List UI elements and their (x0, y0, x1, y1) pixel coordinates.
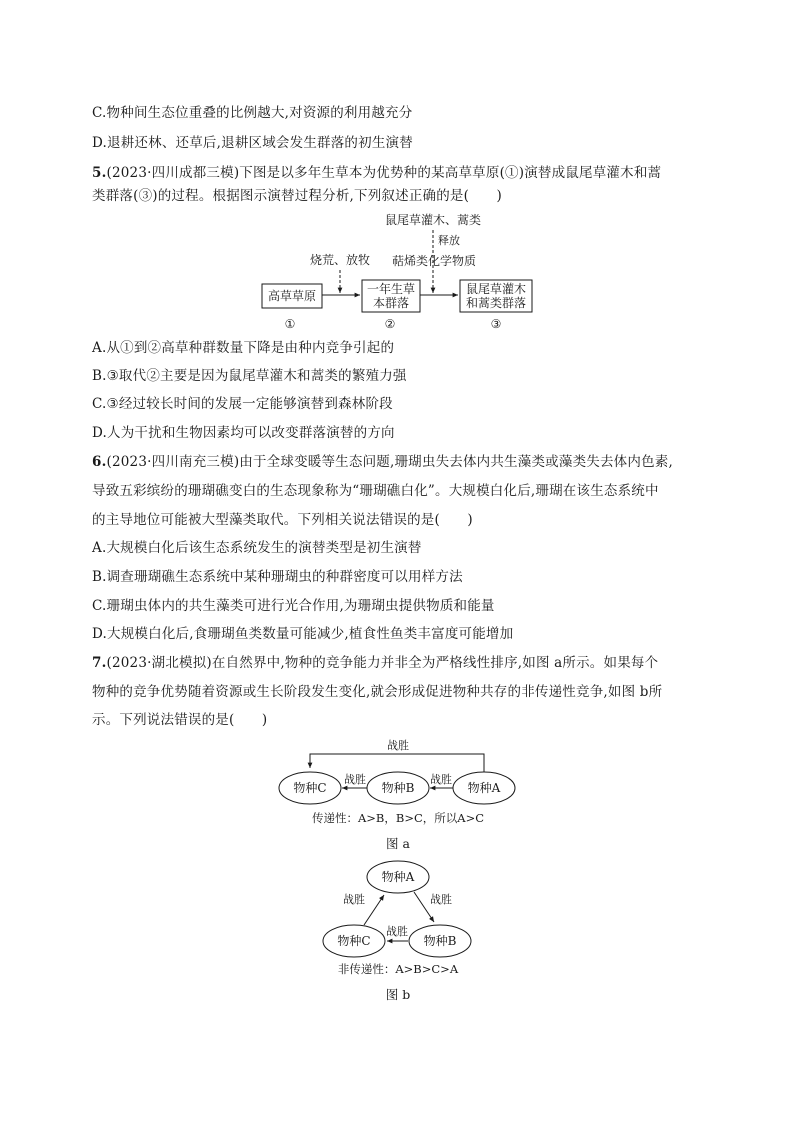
q5-release-label: 释放 (438, 234, 460, 247)
q5-option-b: B.③取代②主要是因为鼠尾草灌木和蒿类的繁殖力强 (92, 368, 407, 384)
q7-stem-line2: 物种的竞争优势随着资源或生长阶段发生变化,就会形成促进物种共存的非传递性竞争,如图 b所 (92, 684, 663, 700)
q5-mark-2: ② (384, 317, 396, 331)
q5-box-2-line1: 一年生草 (366, 282, 416, 296)
q6-stem-line2: 导致五彩缤纷的珊瑚礁变白的生态现象称为“珊瑚礁白化”。大规模白化后,珊瑚在该生态系统中 (92, 483, 659, 499)
q5-option-c: C.③经过较长时间的发展一定能够演替到森林阶段 (92, 396, 393, 412)
q5-box-3-line2: 和蒿类群落 (465, 296, 527, 310)
q5-mark-3: ③ (490, 317, 502, 331)
fig-a-win-bc-label: 战胜 (344, 773, 366, 786)
q6-option-b: B.调查珊瑚礁生态系统中某种珊瑚虫的种群密度可以用样方法 (92, 569, 463, 585)
fig-a-title: 图 a (386, 836, 410, 851)
fig-b-title: 图 b (385, 987, 411, 1002)
q6-stem-line1 (92, 452, 673, 472)
q6-option-a: A.大规模白化后该生态系统发生的演替类型是初生演替 (92, 540, 422, 556)
fig-a-win-top-label: 战胜 (387, 739, 409, 752)
q5-stem-text1: (2023·四川成都三模)下图是以多年生草本为优势种的某高草草原(①)演替成鼠尾草灌木和蒿 (106, 165, 662, 181)
fig-a-top-arrow (310, 754, 484, 772)
fig-b-win-bottom-label: 战胜 (386, 925, 408, 938)
fig-b-win-left-label: 战胜 (343, 893, 365, 906)
q6-option-d: D.大规模白化后,食珊瑚鱼类数量可能减少,植食性鱼类丰富度可能增加 (92, 626, 514, 642)
q5-option-a: A.从①到②高草种群数量下降是由种内竞争引起的 (92, 340, 395, 356)
q5-box-3-line1: 鼠尾草灌木 (465, 282, 527, 296)
option-d-prev: D.退耕还林、还草后,退耕区域会发生群落的初生演替 (92, 135, 413, 151)
fig-b-win-right-label: 战胜 (430, 893, 452, 906)
q5-number: 5. (92, 165, 107, 181)
fig-b-arrow-c-a (364, 895, 384, 925)
q5-stem-line2: 类群落(③)的过程。根据图示演替过程分析,下列叙述正确的是( ) (92, 188, 502, 204)
fig-b-species-b-label: 物种B (423, 934, 457, 948)
q5-option-d: D.人为干扰和生物因素均可以改变群落演替的方向 (92, 425, 395, 441)
option-c-prev: C.物种间生态位重叠的比例越大,对资源的利用越充分 (92, 105, 413, 121)
q5-mark-1: ① (284, 317, 296, 331)
fig-a-species-b-label: 物种B (381, 781, 415, 795)
q5-chemical-label: 萜烯类化学物质 (391, 254, 477, 268)
q5-box-1-label: 高草草原 (267, 289, 317, 303)
q6-stem-text1: (2023·四川南充三模)由于全球变暖等生态问题,珊瑚虫失去体内共生藻类或藻类失去体内色素, (106, 454, 673, 470)
q6-stem-line3: 的主导地位可能被大型藻类取代。下列相关说法错误的是( ) (92, 512, 473, 528)
q7-stem-text1: (2023·湖北模拟)在自然界中,物种的竞争能力并非全为严格线性排序,如图 a所示。如果每个 (106, 655, 659, 671)
fig-a-species-a-label: 物种A (467, 781, 501, 795)
q7-number: 7. (92, 655, 107, 671)
fig-a-caption: 传递性：A>B，B>C，所以A>C (311, 811, 485, 825)
q7-stem-line1 (92, 653, 658, 673)
fig-b-species-c-label: 物种C (337, 934, 371, 948)
fig-b-species-a-label: 物种A (381, 870, 415, 884)
q7-stem-line3: 示。下列说法错误的是( ) (92, 712, 268, 728)
fig-a-win-ab-label: 战胜 (430, 773, 452, 786)
fig-a-species-c-label: 物种C (293, 781, 327, 795)
q6-number: 6. (92, 454, 107, 470)
q6-option-c: C.珊瑚虫体内的共生藻类可进行光合作用,为珊瑚虫提供物质和能量 (92, 598, 495, 614)
q5-box-2-line2: 本群落 (372, 296, 410, 310)
q5-top-label: 鼠尾草灌木、蒿类 (384, 213, 482, 227)
q5-burn-label: 烧荒、放牧 (309, 253, 371, 267)
fig-b-caption: 非传递性：A>B>C>A (337, 962, 459, 976)
